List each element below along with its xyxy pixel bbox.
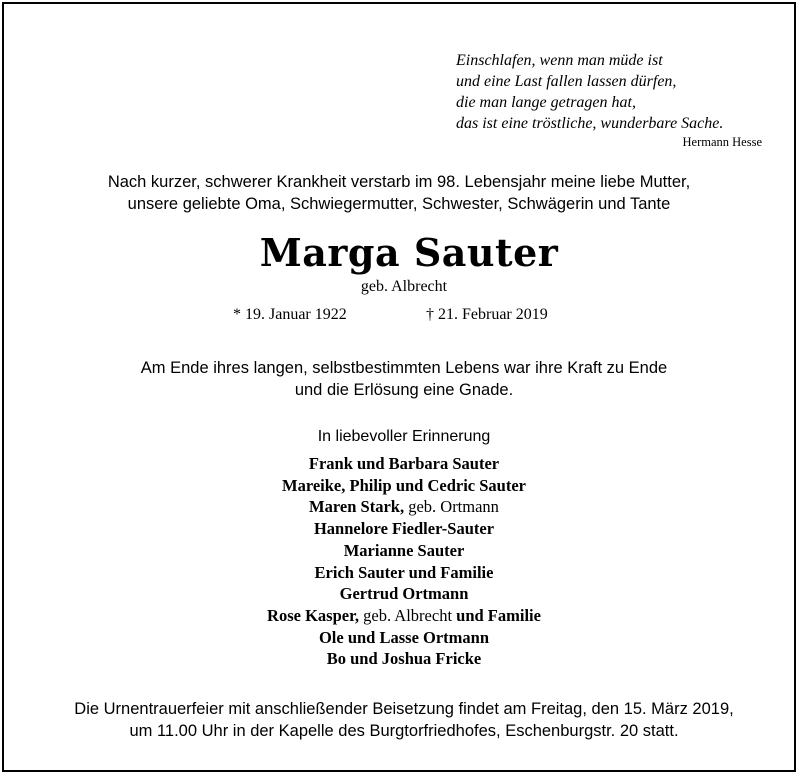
mourner-name: Hannelore Fiedler-Sauter — [313, 519, 495, 539]
mourner-line — [4, 648, 800, 670]
mourner-line — [4, 518, 800, 540]
mourner-name: Gertrud Ortmann — [339, 584, 469, 604]
mourners-list — [4, 453, 800, 670]
intro-text — [4, 171, 794, 215]
mourner-line — [4, 540, 800, 562]
birth-date: * 19. Januar 1922 — [233, 306, 347, 323]
mourner-name: Frank und Barbara Sauter — [308, 454, 500, 473]
mourner-line — [4, 583, 800, 605]
poem-line: das ist eine tröstliche, wunderbare Sache. — [456, 115, 724, 132]
mourner-detail: geb. Ortmann — [404, 497, 499, 517]
statement-line: Am Ende ihres langen, selbstbestimmten Lebens war ihre Kraft zu Ende — [140, 359, 668, 377]
death-date: † 21. Februar 2019 — [426, 306, 548, 323]
mourner-name: Ole und Lasse Ortmann — [318, 627, 490, 647]
poem-line: die man lange getragen hat, — [456, 94, 636, 111]
deceased-name: Marga Sauter — [259, 230, 559, 275]
mourner-detail: geb. Albrecht — [359, 605, 453, 625]
mourner-name: Erich Sauter und Familie — [314, 562, 494, 582]
mourner-line — [4, 496, 800, 518]
poem-line: Einschlafen, wenn man müde ist — [456, 52, 663, 69]
statement-line: und die Erlösung eine Gnade. — [294, 381, 514, 399]
mourner-line — [4, 475, 800, 497]
intro-line: Nach kurzer, schwerer Krankheit verstarb im 98. Lebensjahr meine liebe Mutter, — [107, 173, 691, 191]
mourner-name: Mareike, Philip und Cedric Sauter — [282, 475, 526, 495]
mourner-name: Marianne Sauter — [343, 540, 465, 560]
memory-label: In liebevoller Erinnerung — [317, 428, 491, 445]
poem-line: und eine Last fallen lassen dürfen, — [456, 73, 677, 90]
mourner-suffix: und Familie — [452, 605, 541, 625]
ceremony-text — [4, 698, 800, 742]
mourner-name: Maren Stark, — [309, 497, 405, 517]
ceremony-line: Die Urnentrauerfeier mit anschließender Beisetzung findet am Freitag, den 15. März 2019, — [74, 700, 734, 718]
mourner-name: Rose Kasper, — [267, 605, 360, 625]
poem — [456, 50, 756, 134]
mourner-line — [4, 627, 800, 649]
ceremony-line: um 11.00 Uhr in der Kapelle des Burgtorfriedhofes, Eschenburgstr. 20 statt. — [129, 722, 679, 740]
intro-line: unsere geliebte Oma, Schwiegermutter, Schwester, Schwägerin und Tante — [127, 195, 671, 213]
mourner-line — [4, 562, 800, 584]
statement-text — [4, 357, 800, 401]
poem-author: Hermann Hesse — [682, 135, 762, 149]
mourner-name: Bo und Joshua Fricke — [326, 649, 482, 669]
maiden-name: geb. Albrecht — [360, 278, 448, 295]
mourner-line — [4, 605, 800, 627]
obituary-notice — [2, 2, 796, 772]
mourner-line — [4, 453, 800, 475]
